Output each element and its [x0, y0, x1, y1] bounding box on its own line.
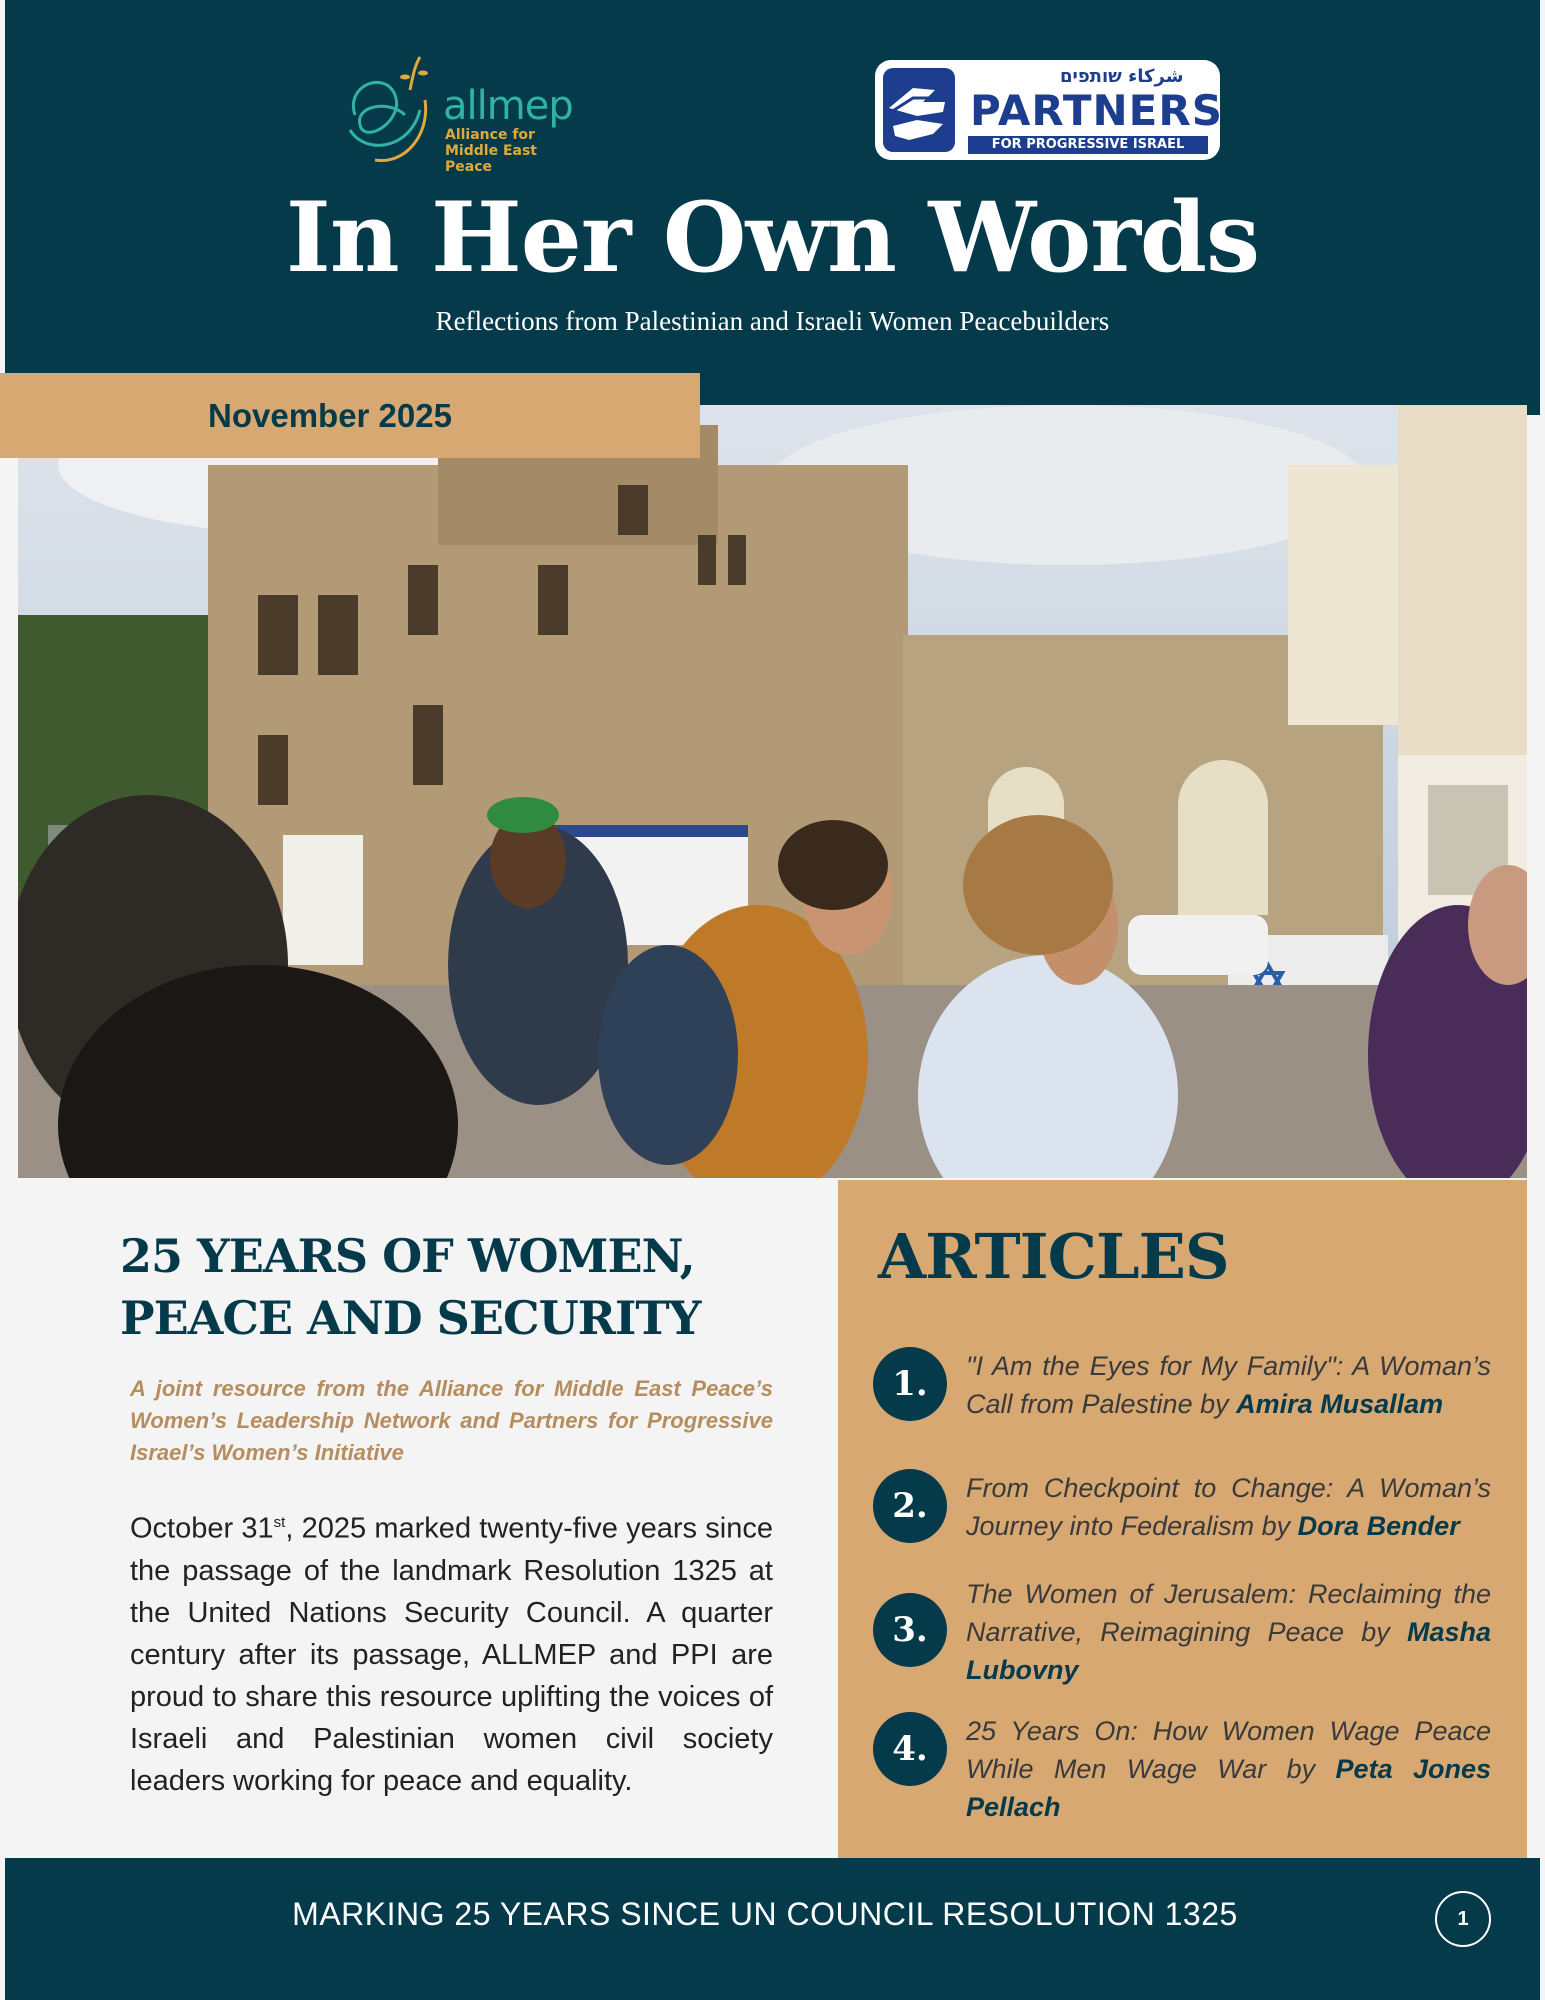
articles-panel	[838, 1180, 1527, 1858]
article-title: 25 Years On: How Women Wage Peace While Men Wage War by	[966, 1716, 1491, 1784]
hebron-street-photo	[18, 405, 1527, 1178]
section-title	[120, 1225, 770, 1349]
article-author: Amira Musallam	[1236, 1389, 1444, 1419]
intro-section	[0, 1180, 838, 1858]
hands-icon	[883, 68, 955, 152]
article-author: Peta Jones Pellach	[966, 1754, 1491, 1822]
article-number-badge: 3.	[873, 1593, 947, 1667]
dove-icon	[335, 55, 435, 170]
allmep-wordmark: allmep	[443, 83, 573, 129]
intro-body-text: , 2025 marked twenty-five years since the passage of the landmark Resolution 1325 at the United Nations Security Council. A quarter century after its passage, ALLMEP and PPI are proud to share this resource uplifting the voices of Israeli and Palestinian women civil society leaders working for peace and equality.	[130, 1512, 773, 1797]
article-number-badge: 2.	[873, 1469, 947, 1543]
article-title: The Women of Jerusalem: Reclaiming the Narrative, Reimagining Peace by	[966, 1579, 1491, 1647]
partners-script: شركاء שותפים	[1060, 66, 1184, 87]
article-title: From Checkpoint to Change: A Woman’s Journey into Federalism by	[966, 1473, 1491, 1541]
allmep-logo[interactable]	[335, 55, 585, 175]
intro-body-date-sup: st	[273, 1514, 286, 1531]
article-link[interactable]	[966, 1469, 1491, 1545]
header	[5, 0, 1540, 415]
page-title: In Her Own Words	[285, 181, 1260, 294]
partners-subtitle: FOR PROGRESSIVE ISRAEL	[968, 136, 1208, 154]
article-link[interactable]	[966, 1347, 1491, 1423]
intro-body	[130, 1502, 773, 1802]
joint-resource-note: A joint resource from the Alliance for Middle East Peace’s Women’s Leadership Network and Partners for Progressive Israel’s Women’s Initiative	[130, 1376, 773, 1465]
allmep-tagline-line1: Alliance for	[445, 127, 535, 143]
article-author: Dora Bender	[1297, 1511, 1460, 1541]
footer-text: MARKING 25 YEARS SINCE UN COUNCIL RESOLUTION 1325	[292, 1896, 1238, 1932]
partners-logo[interactable]	[875, 60, 1223, 160]
article-title: "I Am the Eyes for My Family": A Woman’s Call from Palestine by	[966, 1351, 1491, 1419]
intro-body-date: October 31	[130, 1512, 274, 1545]
article-link[interactable]	[966, 1575, 1491, 1689]
articles-heading: ARTICLES	[878, 1220, 1229, 1293]
article-number-badge: 1.	[873, 1347, 947, 1421]
allmep-tagline	[445, 127, 585, 175]
page-subtitle: Reflections from Palestinian and Israeli Women Peacebuilders	[435, 306, 1110, 336]
footer	[5, 1858, 1540, 2000]
section-title-line2: PEACE AND SECURITY	[120, 1291, 701, 1345]
allmep-tagline-line2: Middle East Peace	[445, 143, 537, 175]
article-number-badge: 4.	[873, 1712, 947, 1786]
article-link[interactable]	[966, 1712, 1491, 1826]
date-banner: November 2025	[0, 373, 700, 458]
section-title-line1: 25 YEARS OF WOMEN,	[120, 1229, 695, 1283]
article-author: Masha Lubovny	[966, 1617, 1491, 1685]
partners-wordmark: PARTNERS	[970, 86, 1223, 135]
page-number-badge: 1	[1435, 1891, 1491, 1947]
